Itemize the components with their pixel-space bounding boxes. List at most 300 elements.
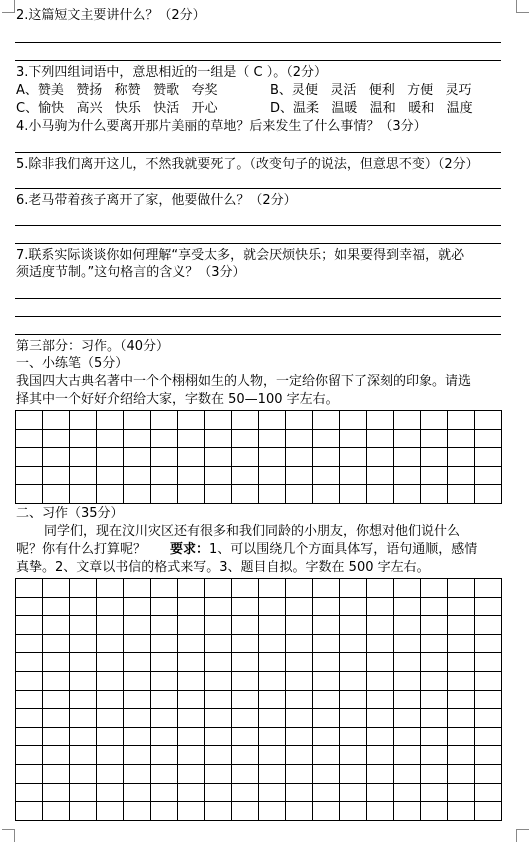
grid-cell bbox=[124, 448, 151, 467]
grid-cell bbox=[286, 784, 313, 803]
grid-cell bbox=[70, 579, 97, 598]
grid-cell bbox=[340, 485, 367, 504]
grid-cell bbox=[367, 709, 394, 728]
grid-cell bbox=[286, 598, 313, 617]
grid-cell bbox=[151, 616, 178, 635]
grid-cell bbox=[232, 635, 259, 654]
grid-cell bbox=[178, 411, 205, 430]
grid-cell bbox=[394, 579, 421, 598]
grid-cell bbox=[178, 579, 205, 598]
grid-cell bbox=[43, 579, 70, 598]
grid-cell bbox=[421, 653, 448, 672]
grid-cell bbox=[448, 411, 475, 430]
grid-cell bbox=[394, 485, 421, 504]
grid-cell bbox=[124, 485, 151, 504]
grid-cell bbox=[97, 635, 124, 654]
grid-cell bbox=[178, 746, 205, 765]
grid-cell bbox=[340, 598, 367, 617]
grid-cell bbox=[421, 784, 448, 803]
grid-cell bbox=[421, 411, 448, 430]
grid-cell bbox=[205, 672, 232, 691]
grid-cell bbox=[259, 467, 286, 486]
answer-line bbox=[15, 188, 501, 189]
grid-cell bbox=[97, 802, 124, 821]
grid-cell bbox=[259, 430, 286, 449]
grid-cell bbox=[475, 802, 502, 821]
grid-cell bbox=[286, 448, 313, 467]
grid-cell bbox=[124, 467, 151, 486]
grid-cell bbox=[70, 467, 97, 486]
grid-cell bbox=[259, 616, 286, 635]
grid-cell bbox=[448, 448, 475, 467]
grid-cell bbox=[340, 728, 367, 747]
grid-cell bbox=[151, 635, 178, 654]
grid-cell bbox=[475, 616, 502, 635]
grid-cell bbox=[232, 653, 259, 672]
grid-cell bbox=[286, 709, 313, 728]
grid-cell bbox=[70, 746, 97, 765]
question-7-line-1: 7.联系实际谈谈你如何理解“享受太多，就会厌烦快乐；如果要得到幸福，就必 bbox=[16, 248, 465, 263]
grid-cell bbox=[232, 485, 259, 504]
grid-cell bbox=[124, 784, 151, 803]
grid-row bbox=[16, 802, 502, 821]
grid-cell bbox=[151, 467, 178, 486]
section-2-prompt-line-1: 同学们，现在汶川灾区还有很多和我们同龄的小朋友，你想对他们说什么 bbox=[44, 524, 461, 539]
grid-cell bbox=[16, 765, 43, 784]
section-1-prompt-line-1: 我国四大古典名著中一个个栩栩如生的人物，一定给你留下了深刻的印象。请选 bbox=[16, 374, 472, 389]
grid-cell bbox=[16, 467, 43, 486]
grid-cell bbox=[340, 430, 367, 449]
grid-cell bbox=[124, 709, 151, 728]
grid-cell bbox=[340, 784, 367, 803]
grid-cell bbox=[178, 653, 205, 672]
grid-cell bbox=[448, 598, 475, 617]
grid-row bbox=[16, 728, 502, 747]
grid-cell bbox=[205, 746, 232, 765]
grid-cell bbox=[259, 746, 286, 765]
grid-cell bbox=[259, 411, 286, 430]
grid-cell bbox=[259, 802, 286, 821]
grid-cell bbox=[232, 467, 259, 486]
grid-row bbox=[16, 579, 502, 598]
grid-cell bbox=[313, 691, 340, 710]
grid-cell bbox=[286, 467, 313, 486]
grid-cell bbox=[16, 672, 43, 691]
grid-cell bbox=[448, 635, 475, 654]
grid-cell bbox=[313, 448, 340, 467]
grid-cell bbox=[259, 485, 286, 504]
grid-cell bbox=[313, 430, 340, 449]
grid-cell bbox=[313, 784, 340, 803]
grid-cell bbox=[367, 653, 394, 672]
grid-cell bbox=[313, 411, 340, 430]
grid-row bbox=[16, 616, 502, 635]
grid-cell bbox=[205, 784, 232, 803]
section-2-prompt-line-2 bbox=[16, 542, 477, 558]
grid-cell bbox=[43, 448, 70, 467]
grid-cell bbox=[205, 616, 232, 635]
grid-cell bbox=[124, 653, 151, 672]
grid-cell bbox=[286, 430, 313, 449]
grid-cell bbox=[16, 653, 43, 672]
grid-cell bbox=[205, 728, 232, 747]
grid-cell bbox=[16, 802, 43, 821]
grid-cell bbox=[70, 635, 97, 654]
grid-cell bbox=[394, 448, 421, 467]
grid-cell bbox=[394, 411, 421, 430]
grid-cell bbox=[313, 728, 340, 747]
grid-cell bbox=[313, 709, 340, 728]
grid-cell bbox=[151, 430, 178, 449]
grid-cell bbox=[286, 411, 313, 430]
answer-line bbox=[15, 225, 501, 226]
grid-cell bbox=[205, 709, 232, 728]
grid-cell bbox=[178, 485, 205, 504]
grid-row bbox=[16, 635, 502, 654]
grid-cell bbox=[178, 709, 205, 728]
grid-cell bbox=[70, 598, 97, 617]
grid-row bbox=[16, 467, 502, 486]
grid-cell bbox=[232, 746, 259, 765]
grid-cell bbox=[340, 746, 367, 765]
grid-cell bbox=[394, 635, 421, 654]
grid-cell bbox=[475, 579, 502, 598]
grid-cell bbox=[151, 784, 178, 803]
grid-cell bbox=[151, 765, 178, 784]
grid-cell bbox=[16, 598, 43, 617]
answer-line bbox=[15, 243, 501, 244]
grid-cell bbox=[43, 672, 70, 691]
grid-cell bbox=[394, 746, 421, 765]
grid-cell bbox=[232, 430, 259, 449]
grid-cell bbox=[367, 728, 394, 747]
grid-cell bbox=[367, 672, 394, 691]
grid-cell bbox=[475, 467, 502, 486]
grid-cell bbox=[286, 691, 313, 710]
grid-cell bbox=[475, 653, 502, 672]
grid-cell bbox=[70, 784, 97, 803]
grid-cell bbox=[259, 448, 286, 467]
grid-cell bbox=[151, 691, 178, 710]
grid-cell bbox=[475, 448, 502, 467]
grid-cell bbox=[43, 635, 70, 654]
grid-cell bbox=[43, 746, 70, 765]
grid-cell bbox=[394, 598, 421, 617]
grid-cell bbox=[70, 616, 97, 635]
grid-cell bbox=[16, 728, 43, 747]
grid-cell bbox=[232, 728, 259, 747]
requirement-label: 要求： bbox=[170, 542, 210, 557]
grid-cell bbox=[151, 802, 178, 821]
grid-cell bbox=[124, 579, 151, 598]
grid-cell bbox=[232, 802, 259, 821]
grid-cell bbox=[124, 765, 151, 784]
grid-row bbox=[16, 784, 502, 803]
grid-cell bbox=[394, 728, 421, 747]
grid-cell bbox=[259, 765, 286, 784]
grid-cell bbox=[232, 784, 259, 803]
grid-cell bbox=[16, 448, 43, 467]
grid-cell bbox=[97, 485, 124, 504]
grid-cell bbox=[475, 765, 502, 784]
grid-cell bbox=[70, 765, 97, 784]
grid-row bbox=[16, 672, 502, 691]
grid-cell bbox=[421, 672, 448, 691]
grid-cell bbox=[97, 765, 124, 784]
grid-cell bbox=[313, 653, 340, 672]
grid-cell bbox=[43, 616, 70, 635]
grid-cell bbox=[475, 430, 502, 449]
grid-cell bbox=[421, 485, 448, 504]
grid-cell bbox=[232, 579, 259, 598]
grid-cell bbox=[448, 728, 475, 747]
grid-cell bbox=[475, 635, 502, 654]
section-2-requirement-text: 1、可以围绕几个方面具体写，语句通顺，感情 bbox=[209, 542, 478, 557]
grid-cell bbox=[448, 616, 475, 635]
grid-cell bbox=[16, 579, 43, 598]
grid-cell bbox=[340, 691, 367, 710]
grid-cell bbox=[205, 467, 232, 486]
grid-cell bbox=[232, 411, 259, 430]
grid-row bbox=[16, 746, 502, 765]
grid-cell bbox=[421, 467, 448, 486]
grid-cell bbox=[205, 765, 232, 784]
grid-cell bbox=[448, 784, 475, 803]
grid-cell bbox=[340, 635, 367, 654]
grid-cell bbox=[43, 802, 70, 821]
grid-cell bbox=[475, 728, 502, 747]
grid-cell bbox=[421, 448, 448, 467]
grid-cell bbox=[259, 653, 286, 672]
grid-cell bbox=[286, 728, 313, 747]
grid-cell bbox=[178, 430, 205, 449]
grid-cell bbox=[205, 635, 232, 654]
grid-cell bbox=[475, 598, 502, 617]
grid-cell bbox=[97, 616, 124, 635]
grid-cell bbox=[259, 672, 286, 691]
grid-cell bbox=[421, 709, 448, 728]
grid-cell bbox=[394, 784, 421, 803]
grid-cell bbox=[448, 765, 475, 784]
grid-cell bbox=[367, 746, 394, 765]
grid-cell bbox=[97, 746, 124, 765]
grid-cell bbox=[313, 485, 340, 504]
grid-cell bbox=[340, 802, 367, 821]
grid-cell bbox=[286, 579, 313, 598]
grid-row bbox=[16, 598, 502, 617]
grid-cell bbox=[205, 448, 232, 467]
section-1-prompt-line-2: 择其中一个好好介绍给大家，字数在 50—100 字左右。 bbox=[16, 392, 339, 407]
grid-cell bbox=[97, 784, 124, 803]
grid-cell bbox=[97, 653, 124, 672]
grid-cell bbox=[178, 802, 205, 821]
grid-cell bbox=[70, 448, 97, 467]
grid-cell bbox=[367, 691, 394, 710]
grid-cell bbox=[70, 691, 97, 710]
question-4: 4.小马驹为什么要离开那片美丽的草地？后来发生了什么事情？（3分） bbox=[16, 119, 427, 134]
grid-cell bbox=[340, 709, 367, 728]
grid-cell bbox=[367, 616, 394, 635]
question-5: 5.除非我们离开这儿，不然我就要死了。（改变句子的说法，但意思不变）（2分） bbox=[16, 157, 479, 172]
grid-cell bbox=[259, 709, 286, 728]
question-2: 2.这篇短文主要讲什么？（2分） bbox=[16, 8, 206, 23]
grid-cell bbox=[313, 598, 340, 617]
grid-row bbox=[16, 709, 502, 728]
grid-cell bbox=[448, 709, 475, 728]
grid-cell bbox=[124, 411, 151, 430]
grid-cell bbox=[151, 728, 178, 747]
grid-cell bbox=[43, 430, 70, 449]
answer-line bbox=[15, 42, 501, 43]
grid-cell bbox=[421, 598, 448, 617]
grid-cell bbox=[367, 485, 394, 504]
grid-cell bbox=[421, 579, 448, 598]
grid-cell bbox=[16, 709, 43, 728]
grid-cell bbox=[421, 728, 448, 747]
grid-cell bbox=[232, 448, 259, 467]
grid-cell bbox=[394, 709, 421, 728]
grid-cell bbox=[97, 709, 124, 728]
grid-cell bbox=[16, 635, 43, 654]
grid-cell bbox=[232, 709, 259, 728]
answer-line bbox=[15, 60, 501, 61]
grid-cell bbox=[232, 672, 259, 691]
grid-row bbox=[16, 765, 502, 784]
grid-cell bbox=[178, 728, 205, 747]
grid-cell bbox=[124, 635, 151, 654]
grid-cell bbox=[16, 485, 43, 504]
grid-row bbox=[16, 448, 502, 467]
answer-line bbox=[15, 152, 501, 153]
grid-cell bbox=[70, 430, 97, 449]
grid-cell bbox=[124, 616, 151, 635]
grid-cell bbox=[97, 598, 124, 617]
grid-cell bbox=[367, 430, 394, 449]
grid-cell bbox=[178, 598, 205, 617]
grid-cell bbox=[286, 765, 313, 784]
grid-cell bbox=[259, 635, 286, 654]
grid-cell bbox=[205, 802, 232, 821]
crop-mark-bottom-left bbox=[2, 829, 15, 842]
grid-cell bbox=[367, 467, 394, 486]
grid-cell bbox=[205, 485, 232, 504]
grid-cell bbox=[367, 411, 394, 430]
grid-cell bbox=[340, 467, 367, 486]
grid-cell bbox=[151, 598, 178, 617]
grid-cell bbox=[475, 709, 502, 728]
grid-cell bbox=[232, 691, 259, 710]
grid-cell bbox=[151, 579, 178, 598]
grid-cell bbox=[367, 784, 394, 803]
grid-cell bbox=[286, 635, 313, 654]
section-1-title: 一、小练笔（5分） bbox=[16, 356, 129, 371]
grid-cell bbox=[124, 598, 151, 617]
grid-cell bbox=[16, 616, 43, 635]
grid-cell bbox=[259, 784, 286, 803]
grid-cell bbox=[43, 598, 70, 617]
grid-cell bbox=[205, 598, 232, 617]
grid-cell bbox=[178, 765, 205, 784]
grid-cell bbox=[394, 672, 421, 691]
grid-cell bbox=[16, 411, 43, 430]
grid-cell bbox=[124, 728, 151, 747]
grid-cell bbox=[286, 485, 313, 504]
grid-cell bbox=[205, 579, 232, 598]
grid-cell bbox=[97, 691, 124, 710]
grid-cell bbox=[286, 616, 313, 635]
grid-cell bbox=[394, 765, 421, 784]
grid-cell bbox=[313, 635, 340, 654]
grid-row bbox=[16, 485, 502, 504]
grid-cell bbox=[421, 765, 448, 784]
grid-cell bbox=[97, 672, 124, 691]
grid-cell bbox=[43, 765, 70, 784]
option-b: B、灵便 灵活 便利 方便 灵巧 bbox=[270, 83, 472, 98]
grid-cell bbox=[448, 691, 475, 710]
crop-mark-top-left bbox=[2, 0, 15, 13]
grid-cell bbox=[70, 485, 97, 504]
grid-cell bbox=[448, 672, 475, 691]
grid-cell bbox=[448, 802, 475, 821]
grid-cell bbox=[205, 430, 232, 449]
grid-cell bbox=[340, 765, 367, 784]
writing-grid-small bbox=[15, 410, 502, 504]
answer-line bbox=[15, 316, 501, 317]
answer-line bbox=[15, 298, 501, 299]
grid-cell bbox=[448, 579, 475, 598]
grid-cell bbox=[43, 691, 70, 710]
grid-cell bbox=[124, 672, 151, 691]
crop-mark-bottom-right bbox=[516, 829, 529, 842]
grid-cell bbox=[70, 802, 97, 821]
grid-cell bbox=[367, 579, 394, 598]
grid-cell bbox=[151, 485, 178, 504]
grid-cell bbox=[259, 598, 286, 617]
grid-cell bbox=[178, 691, 205, 710]
option-d: D、温柔 温暖 温和 暖和 温度 bbox=[270, 101, 473, 116]
grid-cell bbox=[151, 746, 178, 765]
grid-cell bbox=[124, 746, 151, 765]
grid-cell bbox=[178, 616, 205, 635]
grid-cell bbox=[16, 746, 43, 765]
grid-cell bbox=[367, 448, 394, 467]
grid-cell bbox=[97, 467, 124, 486]
section-2-title: 二、习作（35分） bbox=[16, 506, 124, 521]
grid-cell bbox=[178, 784, 205, 803]
grid-cell bbox=[448, 485, 475, 504]
grid-cell bbox=[421, 616, 448, 635]
question-3: 3.下列四组词语中，意思相近的一组是（ C ）。（2分） bbox=[16, 65, 328, 80]
grid-cell bbox=[421, 746, 448, 765]
grid-cell bbox=[70, 672, 97, 691]
grid-cell bbox=[394, 691, 421, 710]
section-2-prompt-text: 呢？你有什么打算呢？ bbox=[16, 542, 147, 557]
grid-cell bbox=[178, 672, 205, 691]
grid-cell bbox=[97, 448, 124, 467]
grid-cell bbox=[394, 467, 421, 486]
grid-cell bbox=[151, 653, 178, 672]
question-6: 6.老马带着孩子离开了家，他要做什么？（2分） bbox=[16, 193, 297, 208]
grid-cell bbox=[43, 709, 70, 728]
grid-cell bbox=[475, 784, 502, 803]
grid-cell bbox=[43, 784, 70, 803]
grid-cell bbox=[475, 691, 502, 710]
grid-cell bbox=[70, 653, 97, 672]
grid-cell bbox=[259, 691, 286, 710]
option-a: A、赞美 赞扬 称赞 赞歌 夸奖 bbox=[16, 83, 218, 98]
grid-cell bbox=[259, 579, 286, 598]
grid-cell bbox=[475, 485, 502, 504]
